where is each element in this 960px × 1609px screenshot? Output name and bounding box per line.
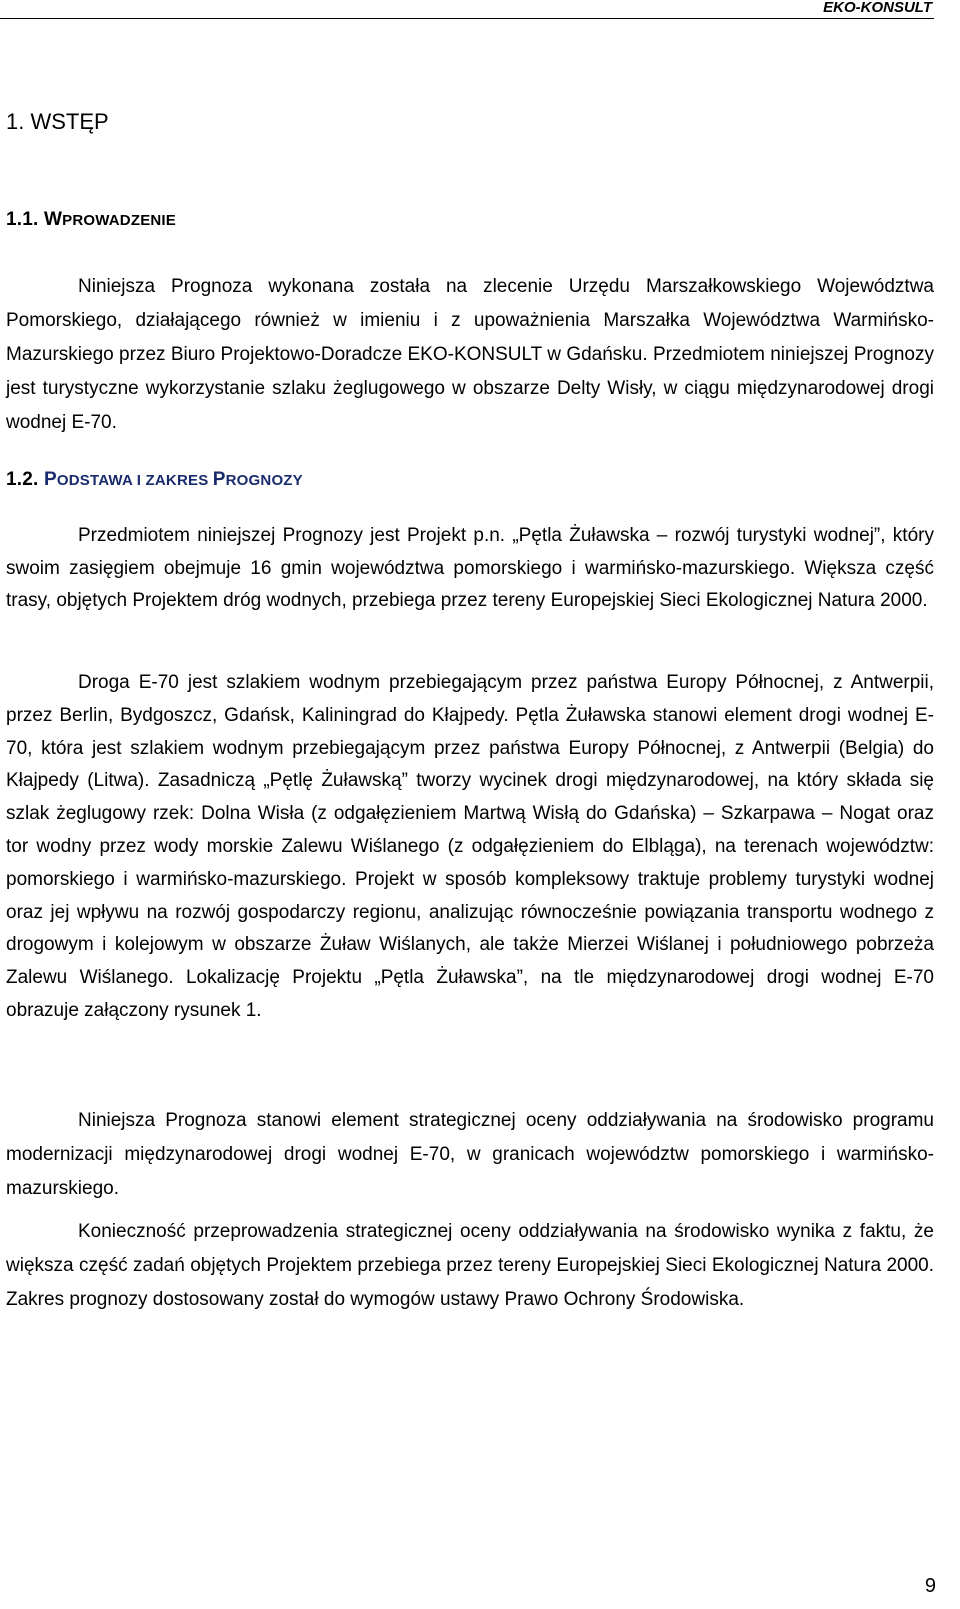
subsection-heading-2	[6, 468, 303, 493]
subsection-number: 1.1.	[6, 209, 39, 230]
section-heading: 1. WSTĘP	[6, 109, 109, 134]
subsection-heading-1	[6, 208, 176, 233]
title-initial: P	[212, 469, 226, 490]
title-smallcaps: PROWADZENIE	[62, 212, 176, 229]
title-smallcaps: ODSTAWA I ZAKRES	[56, 472, 213, 489]
page-number: 9	[924, 1575, 936, 1597]
subsection-title	[44, 469, 303, 490]
title-initial: W	[43, 209, 63, 230]
paragraph-intro: Niniejsza Prognoza wykonana została na zlecenie Urzędu Marszałkowskiego Województwa Pomorskiego, działającego również w imieniu i z upoważnienia Marszałka Województwa Warmińsko-Mazurskiego przez Biuro Projektowo-Doradcze EKO-KONSULT w Gdańsku. Przedmiotem niniejszej Prognozy jest turystyczne wykorzystanie szlaku żeglugowego w obszarze Delty Wisły, w ciągu międzynarodowej drogi wodnej E-70.	[6, 276, 934, 433]
paragraph-scope: Przedmiotem niniejszej Prognozy jest Projekt p.n. „Pętla Żuławska – rozwój turystyki wodnej”, który swoim zasięgiem obejmuje 16 gmin województwa pomorskiego i warmińsko-mazurskiego. Większa część trasy, objętych Projektem dróg wodnych, przebiega przez tereny Europejskiej Sieci Ekologicznej Natura 2000.	[6, 525, 934, 612]
header-title: EKO-KONSULT	[823, 0, 932, 16]
paragraph-strategic-assessment: Niniejsza Prognoza stanowi element strategicznej oceny oddziaływania na środowisko programu modernizacji międzynarodowej drogi wodnej E-70, w granicach województw pomorskiego i warmińsko-mazurskiego.	[6, 1110, 934, 1199]
page-header	[0, 0, 934, 19]
paragraph-e70-route: Droga E-70 jest szlakiem wodnym przebiegającym przez państwa Europy Północnej, z Antwerpii, przez Berlin, Bydgoszcz, Gdańsk, Kaliningrad do Kłajpedy. Pętla Żuławska stanowi element drogi wodnej E-70, która jest szlakiem wodnym przebiegającym przez państwa Europy Północnej, z Antwerpii (Belgia) do Kłajpedy (Litwa). Zasadniczą „Pętlę Żuławską” tworzy wycinek drogi międzynarodowej, na który składa się szlak żeglugowy rzek: Dolna Wisła (z odgałęzieniem Martwą Wisłą do Gdańska) – Szkarpawa – Nogat oraz tor wodny przez wody morskie Zalewu Wiślanego (z odgałęzieniem do Elbląga), na terenach województw: pomorskiego i warmińsko-mazurskiego. Projekt w sposób kompleksowy traktuje problemy turystyki wodnej oraz jej wpływu na rozwój gospodarczy regionu, analizując równocześnie powiązania transportu wodnego z drogowym i kolejowym w obszarze Żuław Wiślanych, ale także Mierzei Wiślanej i południowego pobrzeża Zalewu Wiślanego. Lokalizację Projektu „Pętla Żuławska”, na tle międzynarodowej drogi wodnej E-70 obrazuje załączony rysunek 1.	[6, 672, 934, 1021]
title-initial: P	[43, 469, 57, 490]
subsection-number: 1.2.	[6, 469, 39, 490]
subsection-title	[44, 209, 176, 230]
title-smallcaps: ROGNOZY	[225, 472, 303, 489]
paragraph-necessity: Konieczność przeprowadzenia strategicznej oceny oddziaływania na środowisko wynika z faktu, że większa część zadań objętych Projektem przebiega przez tereny Europejskiej Sieci Ekologicznej Natura 2000. Zakres prognozy dostosowany został do wymogów ustawy Prawo Ochrony Środowiska.	[6, 1221, 934, 1310]
